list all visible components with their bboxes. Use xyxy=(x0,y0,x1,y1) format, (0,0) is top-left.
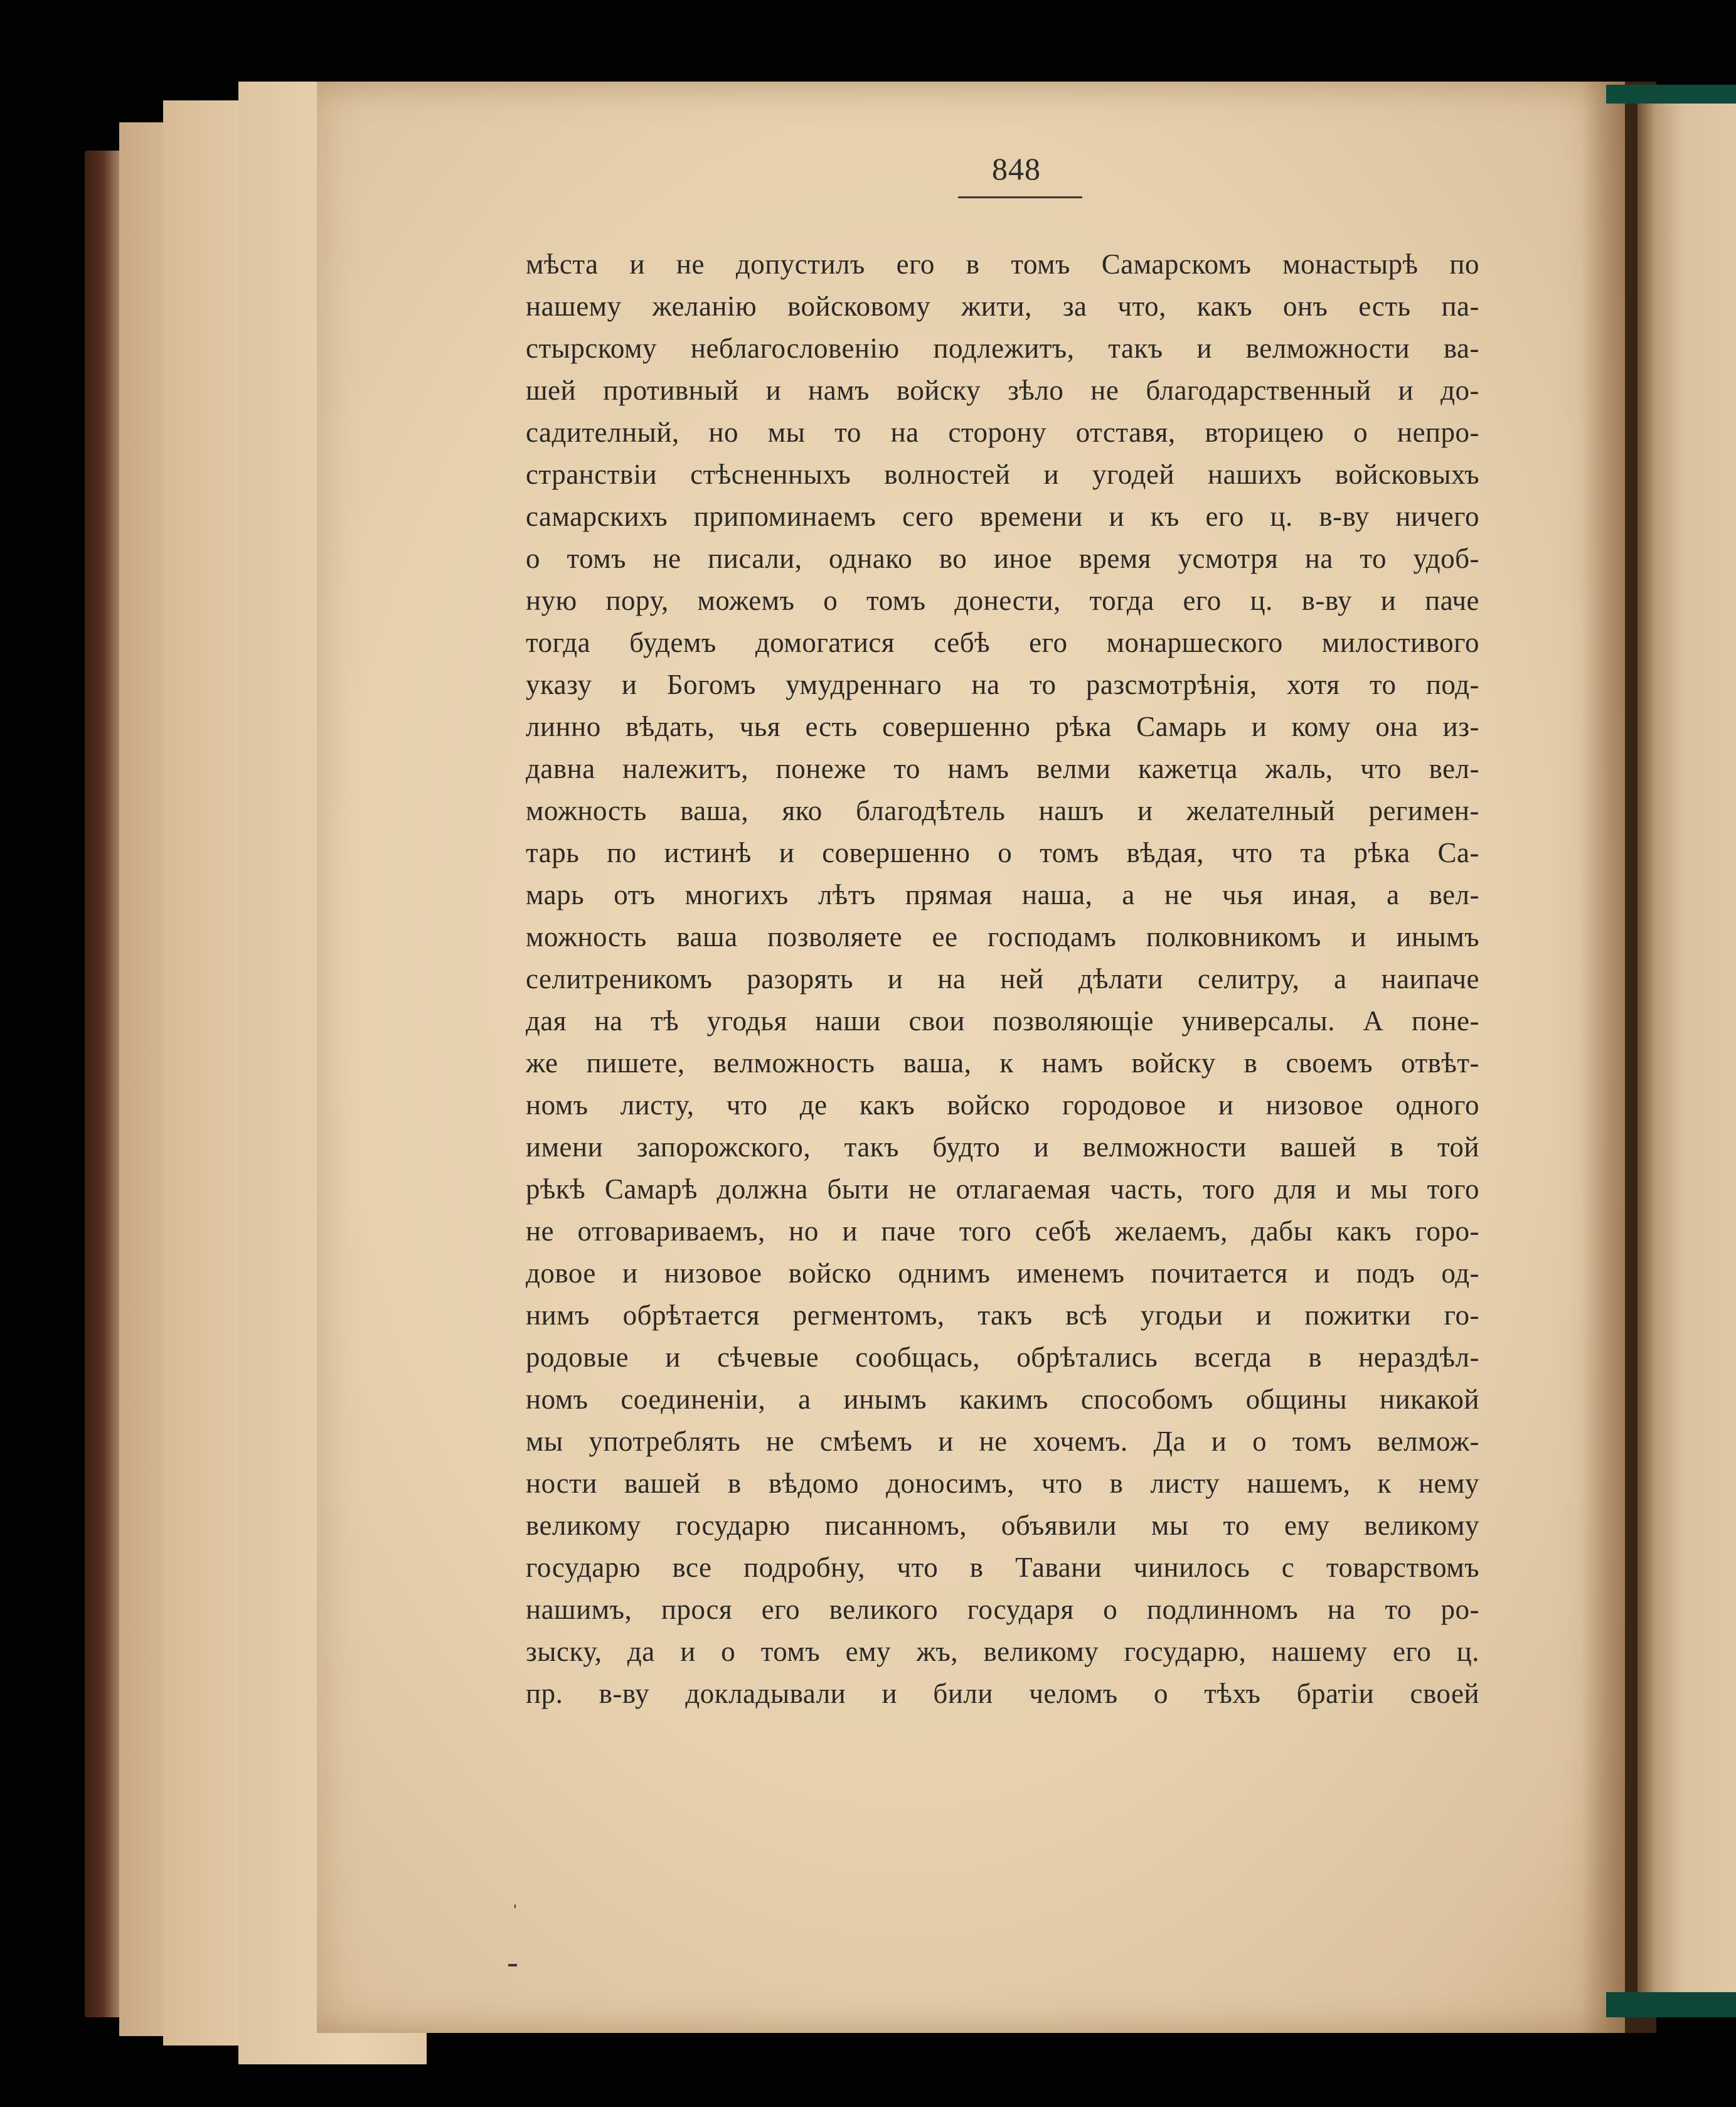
text-line: рѣкѣ Самарѣ должна быти не отлагаемая часть, того для и мы того xyxy=(526,1173,1479,1205)
text-line: садителный, но мы то на сторону отставя, вторицею о непро- xyxy=(526,417,1479,448)
text-line: пр. в-ву докладывали и били челомъ о тѣхъ братіи своей xyxy=(526,1678,1479,1709)
body-text xyxy=(526,243,1479,1715)
text-line: мы употреблять не смѣемъ и не хочемъ. Да и о томъ велмож- xyxy=(526,1426,1479,1457)
text-line: не отговариваемъ, но и паче того себѣ желаемъ, дабы какъ горо- xyxy=(526,1215,1479,1247)
text-line: великому государю писанномъ, объявили мы то ему великому xyxy=(526,1510,1479,1541)
text-line: шей противный и намъ войску зѣло не благодарственный и до- xyxy=(526,375,1479,406)
text-line: номъ листу, что де какъ войско городовое и низовое одного xyxy=(526,1089,1479,1121)
text-line: государю все подробну, что в Тавани чинилось с товарствомъ xyxy=(526,1552,1479,1583)
text-line: самарскихъ припоминаемъ сего времени и къ его ц. в-ву ничего xyxy=(526,501,1479,532)
text-line: имени запорожского, такъ будто и велможности вашей в той xyxy=(526,1131,1479,1163)
text-line: можность ваша, яко благодѣтель нашъ и желателный регимен- xyxy=(526,795,1479,826)
text-line: ности вашей в вѣдомо доносимъ, что в листу нашемъ, к нему xyxy=(526,1468,1479,1499)
facing-page-edge xyxy=(1637,94,1736,1995)
text-line: давна належитъ, понеже то намъ велми кажетца жаль, что вел- xyxy=(526,753,1479,784)
text-line: ную пору, можемъ о томъ донести, тогда его ц. в-ву и паче xyxy=(526,585,1479,616)
text-line: линно вѣдать, чья есть совершенно рѣка Самарь и кому она из- xyxy=(526,711,1479,742)
text-line: можность ваша позволяете ее господамъ полковникомъ и инымъ xyxy=(526,921,1479,952)
text-line: указу и Богомъ умудреннаго на то разсмотрѣнія, хотя то под- xyxy=(526,669,1479,700)
text-line: тогда будемъ домогатися себѣ его монаршеского милостивого xyxy=(526,627,1479,658)
text-line: родовые и сѣчевые сообщась, обрѣтались всегда в нераздѣл- xyxy=(526,1342,1479,1373)
text-line: нашимъ, прося его великого государя о подлинномъ на то ро- xyxy=(526,1594,1479,1625)
text-line: нашему желанію войсковому жити, за что, какъ онъ есть па- xyxy=(526,291,1479,322)
text-line: же пишете, велможность ваша, к намъ войску в своемъ отвѣт- xyxy=(526,1047,1479,1079)
text-line: нимъ обрѣтается регментомъ, такъ всѣ угодьи и пожитки го- xyxy=(526,1299,1479,1331)
text-line: мѣста и не допустилъ его в томъ Самарскомъ монастырѣ по xyxy=(526,248,1479,280)
text-line: тарь по истинѣ и совершенно о томъ вѣдая, что та рѣка Са- xyxy=(526,837,1479,868)
book-cover-corner xyxy=(1606,1992,1736,2017)
text-line: довое и низовое войско однимъ именемъ почитается и подъ од- xyxy=(526,1257,1479,1289)
text-line: о томъ не писали, однако во иное время усмотря на то удоб- xyxy=(526,543,1479,574)
ink-speck: ˌ xyxy=(511,1883,519,1908)
text-line: селитреникомъ разорять и на ней дѣлати селитру, а наипаче xyxy=(526,963,1479,995)
text-line: номъ соединеніи, а инымъ какимъ способомъ общины никакой xyxy=(526,1384,1479,1415)
ink-speck xyxy=(508,1964,517,1966)
text-line: странствіи стѣсненныхъ волностей и угодей нашихъ войсковыхъ xyxy=(526,459,1479,490)
text-line: зыску, да и о томъ ему жъ, великому государю, нашему его ц. xyxy=(526,1636,1479,1667)
text-line: дая на тѣ угодья наши свои позволяющіе универсалы. А поне- xyxy=(526,1005,1479,1037)
text-line: марь отъ многихъ лѣтъ прямая наша, а не чья иная, а вел- xyxy=(526,879,1479,910)
page-number: 848 xyxy=(992,151,1041,186)
page-number-rule xyxy=(958,196,1082,198)
text-line: стырскому неблагословенію подлежитъ, такъ и велможности ва- xyxy=(526,333,1479,364)
book-cover-corner xyxy=(1606,85,1736,104)
